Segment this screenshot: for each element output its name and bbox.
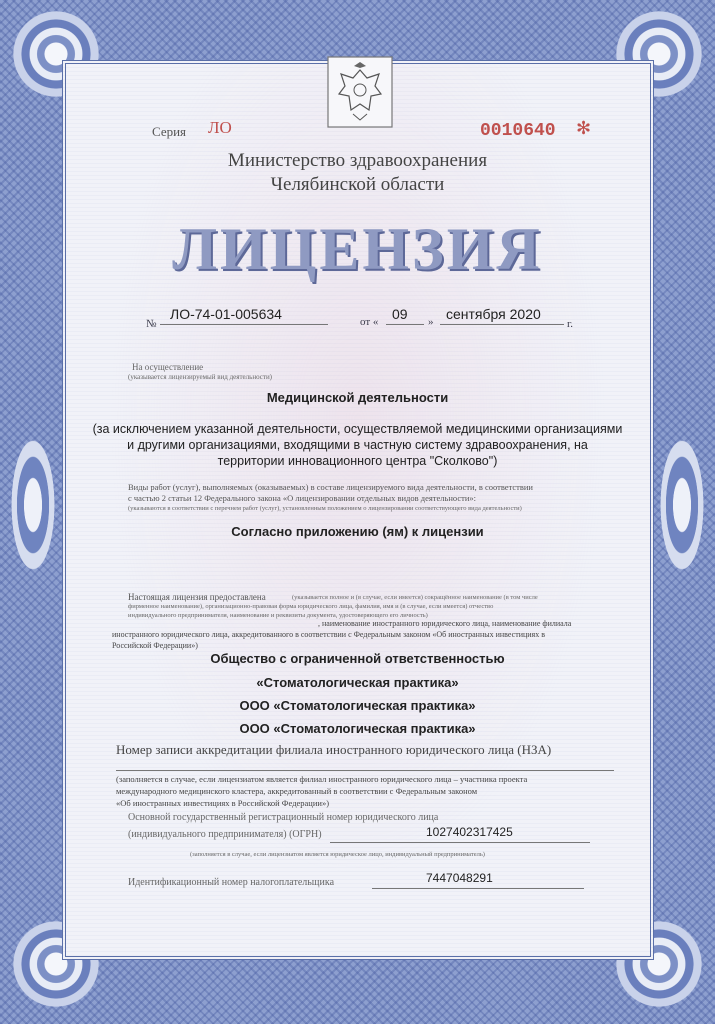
works-line2: с частью 2 статьи 12 Федерального закона «О лицензировании отдельных видов деятельности»: [128, 493, 477, 503]
holder-intro-note2: фирменное наименование), организационно-правовая форма юридического лица, фамилия, имя и (в случае, если имеется) отчество [128, 603, 494, 610]
ogrn-note: (заполняется в случае, если лицензиатом является юридическое лицо, индивидуальный предприниматель) [190, 851, 485, 858]
ogrn-line [330, 842, 590, 843]
ministry-line1: Министерство здравоохранения [227, 150, 488, 171]
star-icon: ✻ [576, 118, 592, 138]
license-number-line [160, 324, 328, 325]
inn-label: Идентификационный номер налогоплательщика [128, 877, 335, 888]
ministry-line2: Челябинской области [270, 174, 445, 195]
holder-name-line1: Общество с ограниченной ответственностью [210, 651, 505, 666]
holder-short-name-2: ООО «Стоматологическая практика» [239, 721, 476, 736]
date-from-label: от « [360, 316, 379, 328]
holder-short-name-1: ООО «Стоматологическая практика» [239, 698, 476, 713]
license-month-year: сентября 2020 [446, 306, 541, 322]
inn-value: 7447048291 [426, 871, 493, 885]
accreditation-note3: «Об иностранных инвестициях в Российской Федерации») [116, 798, 330, 808]
series-value: ЛО [208, 118, 232, 137]
license-no-label: № [146, 318, 157, 330]
holder-intro-note3: индивидуального предпринимателя, наименование и реквизиты документа, удостоверяющего его личность) [128, 612, 428, 619]
holder-foreign-line1: , наименование иностранного юридического лица, наименование филиала [318, 619, 572, 628]
accreditation-line [116, 770, 614, 771]
side-ornament-icon [657, 430, 707, 580]
date-close: » [428, 316, 434, 328]
side-ornament-icon [8, 430, 58, 580]
activity-desc-line1: (за исключением указанной деятельности, осуществляемой медицинскими организациями [92, 422, 623, 436]
activity-title: Медицинской деятельности [266, 390, 449, 405]
holder-foreign-line2: иностранного юридического лица, аккредитованного в соответствии с Федеральным законом «Об иностранных инвестициях в [112, 630, 545, 639]
ogrn-value: 1027402317425 [426, 825, 513, 839]
activity-label-note: (указывается лицензируемый вид деятельности) [128, 373, 273, 381]
document-number: 0010640 [480, 121, 556, 141]
year-suffix: г. [567, 318, 574, 330]
ogrn-label-line2: (индивидуального предпринимателя) (ОГРН) [128, 829, 322, 840]
page-title: ЛИЦЕНЗИЯ [172, 216, 543, 282]
coat-of-arms-icon [327, 56, 393, 128]
series-label: Серия [152, 124, 187, 139]
holder-name-line2: «Стоматологическая практика» [256, 675, 459, 690]
license-number: ЛО-74-01-005634 [170, 306, 282, 322]
activity-desc-line2: и другими организациями, входящими в частную систему здравоохранения, на [127, 438, 588, 452]
works-note: (указываются в соответствии с перечнем работ (услуг), установленным положением о лицензировании соответствующего вида деятельности) [128, 505, 522, 512]
holder-intro: Настоящая лицензия предоставлена [128, 592, 266, 602]
holder-intro-note1: (указывается полное и (в случае, если имеется) сокращённое наименование (в том числе [292, 594, 538, 601]
month-line [440, 324, 564, 325]
accreditation-note1: (заполняется в случае, если лицензиатом является филиал иностранного юридического лица – участника проекта [116, 774, 528, 784]
works-line1: Виды работ (услуг), выполняемых (оказываемых) в составе лицензируемого вида деятельности, в соответствии [128, 482, 533, 492]
works-value: Согласно приложению (ям) к лицензии [231, 524, 484, 539]
accreditation-label: Номер записи аккредитации филиала иностранного юридического лица (НЗА) [116, 742, 552, 757]
activity-label: На осуществление [132, 362, 204, 372]
activity-desc-line3: территории инновационного центра "Сколково") [217, 454, 498, 468]
day-line [386, 324, 424, 325]
holder-foreign-line3: Российской Федерации») [112, 641, 198, 650]
license-day: 09 [392, 306, 408, 322]
inn-line [372, 888, 584, 889]
ogrn-label-line1: Основной государственный регистрационный номер юридического лица [128, 812, 439, 823]
accreditation-note2: международного медицинского кластера, аккредитованный в соответствии с Федеральным законом [116, 786, 478, 796]
